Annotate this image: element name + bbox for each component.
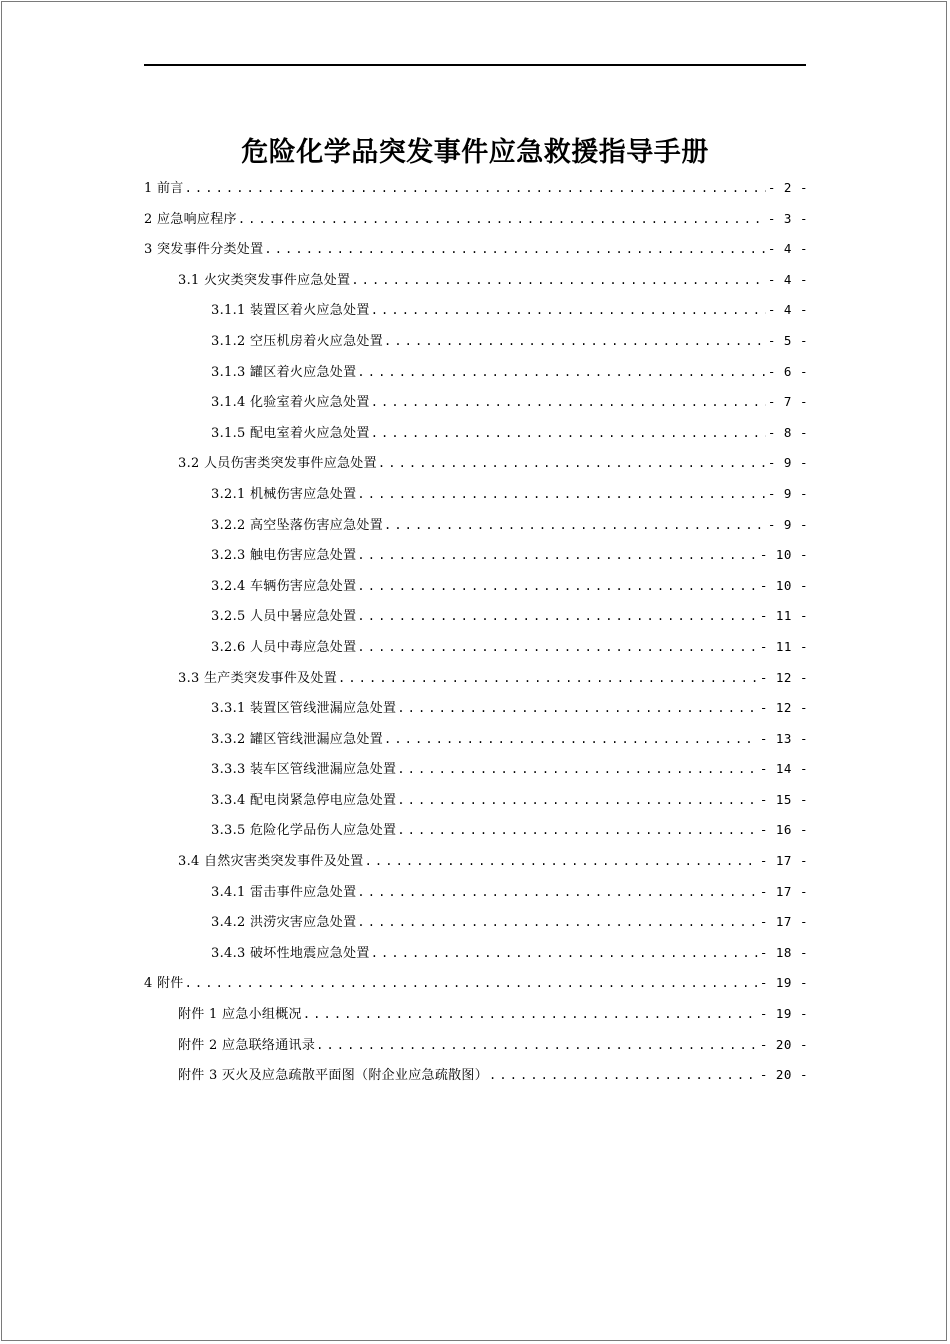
toc-entry[interactable] [144,1030,808,1061]
toc-dot-leader [371,938,758,969]
toc-entry-page-number: - 2 - [767,180,808,195]
toc-entry-label: 3.4 自然灾害类突发事件及处置 [178,854,364,870]
toc-dot-leader [357,601,757,632]
toc-entry[interactable] [144,724,808,755]
toc-entry-label: 3.4.3 破坏性地震应急处置 [211,945,370,961]
toc-entry-page-number: - 9 - [767,516,808,532]
toc-entry-page-number: - 8 - [767,424,808,440]
toc-entry-label: 3.2.3 触电伤害应急处置 [211,548,357,564]
toc-entry-page-number: - 20 - [759,1067,808,1083]
toc-dot-leader [316,1030,758,1061]
toc-entry[interactable] [144,326,808,357]
toc-entry[interactable] [144,815,808,846]
toc-entry-label: 3.2.2 高空坠落伤害应急处置 [211,517,384,533]
toc-entry-page-number: - 7 - [767,394,808,410]
toc-dot-leader [338,663,758,694]
toc-dot-leader [185,173,766,204]
toc-dot-leader [371,387,766,418]
toc-dot-leader [185,968,758,999]
toc-dot-leader [357,632,757,663]
toc-entry-label: 3.4.1 雷击事件应急处置 [211,884,357,900]
toc-dot-leader [384,724,758,755]
toc-entry[interactable] [144,938,808,969]
toc-entry-label: 3.3.2 罐区管线泄漏应急处置 [211,731,384,747]
toc-dot-leader [384,510,766,541]
toc-entry-page-number: - 9 - [767,485,808,501]
toc-dot-leader [357,877,757,908]
toc-entry[interactable] [144,204,808,235]
toc-dot-leader [351,265,766,296]
toc-entry-label: 3.1.1 装置区着火应急处置 [211,303,370,319]
toc-entry-page-number: - 4 - [767,241,808,257]
toc-entry-label: 3 突发事件分类处置 [144,242,264,258]
toc-dot-leader [378,448,766,479]
toc-entry-page-number: - 10 - [759,577,808,593]
toc-entry[interactable] [144,754,808,785]
toc-entry-page-number: - 16 - [759,822,808,838]
toc-dot-leader [303,999,758,1030]
toc-entry-label: 3.2.4 车辆伤害应急处置 [211,578,357,594]
toc-entry-page-number: - 13 - [759,730,808,746]
toc-entry[interactable] [144,418,808,449]
toc-entry[interactable] [144,387,808,418]
toc-entry-page-number: - 12 - [759,669,808,685]
toc-entry-page-number: - 11 - [759,638,808,654]
toc-entry[interactable] [144,1060,808,1091]
toc-dot-leader [357,540,757,571]
toc-entry[interactable] [144,907,808,938]
toc-entry-label: 3.1.3 罐区着火应急处置 [211,364,357,380]
toc-entry-label: 3.2.1 机械伤害应急处置 [211,486,357,502]
toc-entry-page-number: - 4 - [767,271,808,287]
toc-entry[interactable] [144,968,808,999]
toc-dot-leader [397,815,758,846]
toc-entry[interactable] [144,632,808,663]
toc-dot-leader [365,846,758,877]
toc-dot-leader [264,234,765,265]
toc-dot-leader [371,418,766,449]
toc-entry-page-number: - 17 - [759,883,808,899]
toc-entry[interactable] [144,846,808,877]
toc-entry[interactable] [144,999,808,1030]
toc-entry[interactable] [144,265,808,296]
toc-entry-label: 4 附件 [144,976,184,992]
toc-entry[interactable] [144,448,808,479]
table-of-contents [144,173,808,1091]
toc-entry-page-number: - 12 - [759,700,808,716]
toc-entry-label: 3.3.3 装车区管线泄漏应急处置 [211,762,397,778]
toc-dot-leader [489,1060,758,1091]
toc-entry-label: 3.1 火灾类突发事件应急处置 [178,272,351,288]
document-title: 危险化学品突发事件应急救援指导手册 [241,137,709,168]
toc-entry-label: 3.3.4 配电岗紧急停电应急处置 [211,792,397,808]
toc-dot-leader [357,907,757,938]
toc-entry-page-number: - 11 - [759,608,808,624]
toc-entry-label: 1 前言 [144,181,184,196]
toc-entry-label: 3.3 生产类突发事件及处置 [178,670,338,686]
toc-entry[interactable] [144,601,808,632]
toc-entry[interactable] [144,540,808,571]
toc-entry-page-number: - 6 - [767,363,808,379]
toc-entry-label: 2 应急响应程序 [144,211,237,227]
toc-dot-leader [397,785,758,816]
toc-entry-page-number: - 19 - [759,1006,808,1022]
toc-entry-label: 3.1.5 配电室着火应急处置 [211,425,370,441]
toc-entry-label: 3.1.2 空压机房着火应急处置 [211,333,384,349]
toc-dot-leader [397,754,758,785]
toc-entry-page-number: - 5 - [767,332,808,348]
toc-entry[interactable] [144,510,808,541]
toc-entry[interactable] [144,173,808,204]
toc-dot-leader [397,693,758,724]
toc-entry-label: 3.2.6 人员中毒应急处置 [211,639,357,655]
toc-entry-page-number: - 17 - [759,853,808,869]
toc-entry-label: 附件 3 灭火及应急疏散平面图（附企业应急疏散图） [178,1068,489,1084]
toc-entry[interactable] [144,234,808,265]
toc-entry-label: 3.2.5 人员中暑应急处置 [211,609,357,625]
toc-entry-page-number: - 3 - [767,210,808,226]
toc-dot-leader [357,479,765,510]
toc-entry-page-number: - 10 - [759,547,808,563]
toc-entry[interactable] [144,357,808,388]
toc-entry-label: 3.1.4 化验室着火应急处置 [211,395,370,411]
toc-entry-page-number: - 19 - [759,975,808,991]
toc-dot-leader [357,571,757,602]
toc-dot-leader [371,295,766,326]
toc-entry-page-number: - 15 - [759,791,808,807]
toc-entry[interactable] [144,479,808,510]
toc-entry-label: 3.2 人员伤害类突发事件应急处置 [178,456,377,472]
toc-entry-label: 3.4.2 洪涝灾害应急处置 [211,915,357,931]
toc-entry[interactable] [144,877,808,908]
toc-entry-label: 3.3.1 装置区管线泄漏应急处置 [211,701,397,717]
toc-entry[interactable] [144,663,808,694]
toc-entry-page-number: - 17 - [759,914,808,930]
toc-entry-page-number: - 20 - [759,1036,808,1052]
toc-entry-page-number: - 4 - [767,302,808,318]
toc-dot-leader [384,326,766,357]
toc-entry-page-number: - 18 - [759,944,808,960]
toc-entry-label: 3.3.5 危险化学品伤人应急处置 [211,823,397,839]
toc-entry[interactable] [144,785,808,816]
header-rule [144,64,806,66]
toc-dot-leader [357,357,765,388]
toc-entry[interactable] [144,571,808,602]
toc-entry-page-number: - 14 - [759,761,808,777]
toc-entry[interactable] [144,693,808,724]
toc-entry-page-number: - 9 - [767,455,808,471]
toc-entry[interactable] [144,295,808,326]
toc-entry-label: 附件 2 应急联络通讯录 [178,1037,316,1053]
toc-dot-leader [238,204,766,235]
toc-entry-label: 附件 1 应急小组概况 [178,1007,302,1023]
